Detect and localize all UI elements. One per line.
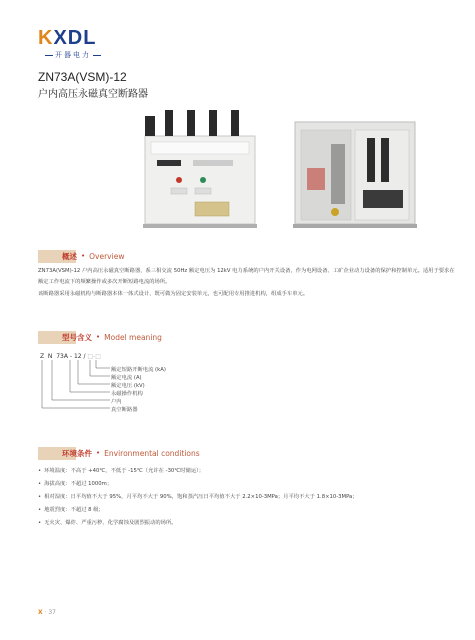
company-logo: [38, 28, 108, 62]
product-photos: [135, 108, 435, 232]
model-code: Z N 73A - 12 / □-□: [40, 353, 101, 360]
page-number: X · 37: [38, 609, 56, 616]
list-item: • 地震烈度：不超过 8 级；: [38, 504, 458, 517]
list-item: • 无火灾、爆炸、严重污秽、化学腐蚀及剧烈振动的场所。: [38, 517, 458, 530]
overview-heading: 概述 • Overview: [38, 249, 124, 263]
environment-heading: 环境条件 • Environmental conditions: [38, 446, 200, 460]
model-label: 额定电压 (kV): [111, 383, 145, 389]
model-label: 户内: [111, 399, 122, 405]
heading-separator-dot: •: [96, 333, 101, 341]
model-label: 真空断路器: [111, 407, 138, 413]
logo-mark: K XDL: [38, 27, 97, 49]
list-item: • 相对湿度：日平均值不大于 95%，月平均不大于 90%，饱和蒸汽压日平均值不大于 2.2×10-3MPa；月平均不大于 1.8×10-3MPa；: [38, 491, 458, 504]
model-label: 永磁操作机构: [111, 391, 143, 397]
logo-subtext: 开器电力: [38, 50, 108, 60]
heading-separator-dot: •: [96, 449, 101, 457]
heading-separator-dot: •: [81, 252, 86, 260]
overview-paragraph-1: ZN73A(VSM)-12 户内高压永磁真空断路器，系三相交流 50Hz 额定电压为 12kV 电力系统的户内开关设备，作为电网设备、工矿企业动力设备的保护和控制单元。适用于要求在额定工作电流下的频繁操作或多次开断短路电流的场所。: [38, 268, 455, 285]
model-label: 额定短路开断电流 (kA): [111, 367, 166, 373]
product-model: ZN73A(VSM)-12: [38, 70, 127, 84]
model-meaning-heading: 型号含义 • Model meaning: [38, 330, 162, 344]
breaker-front-photo: [135, 108, 435, 232]
product-subtitle: 户内高压永磁真空断路器: [38, 89, 148, 100]
overview-paragraph-2: 该断路器采用永磁机构与断路器本体一体式设计，既可做为固定安装单元，也可配用专用推进机构，组成手车单元。: [38, 291, 309, 297]
list-item: • 海拔高度：不超过 1000m；: [38, 478, 458, 491]
environment-list: [38, 465, 458, 530]
list-item: • 环境温度：不高于 +40℃，不低于 -15℃（允许在 -30℃时储运）；: [38, 465, 458, 478]
model-label: 额定电流 (A): [111, 375, 142, 381]
